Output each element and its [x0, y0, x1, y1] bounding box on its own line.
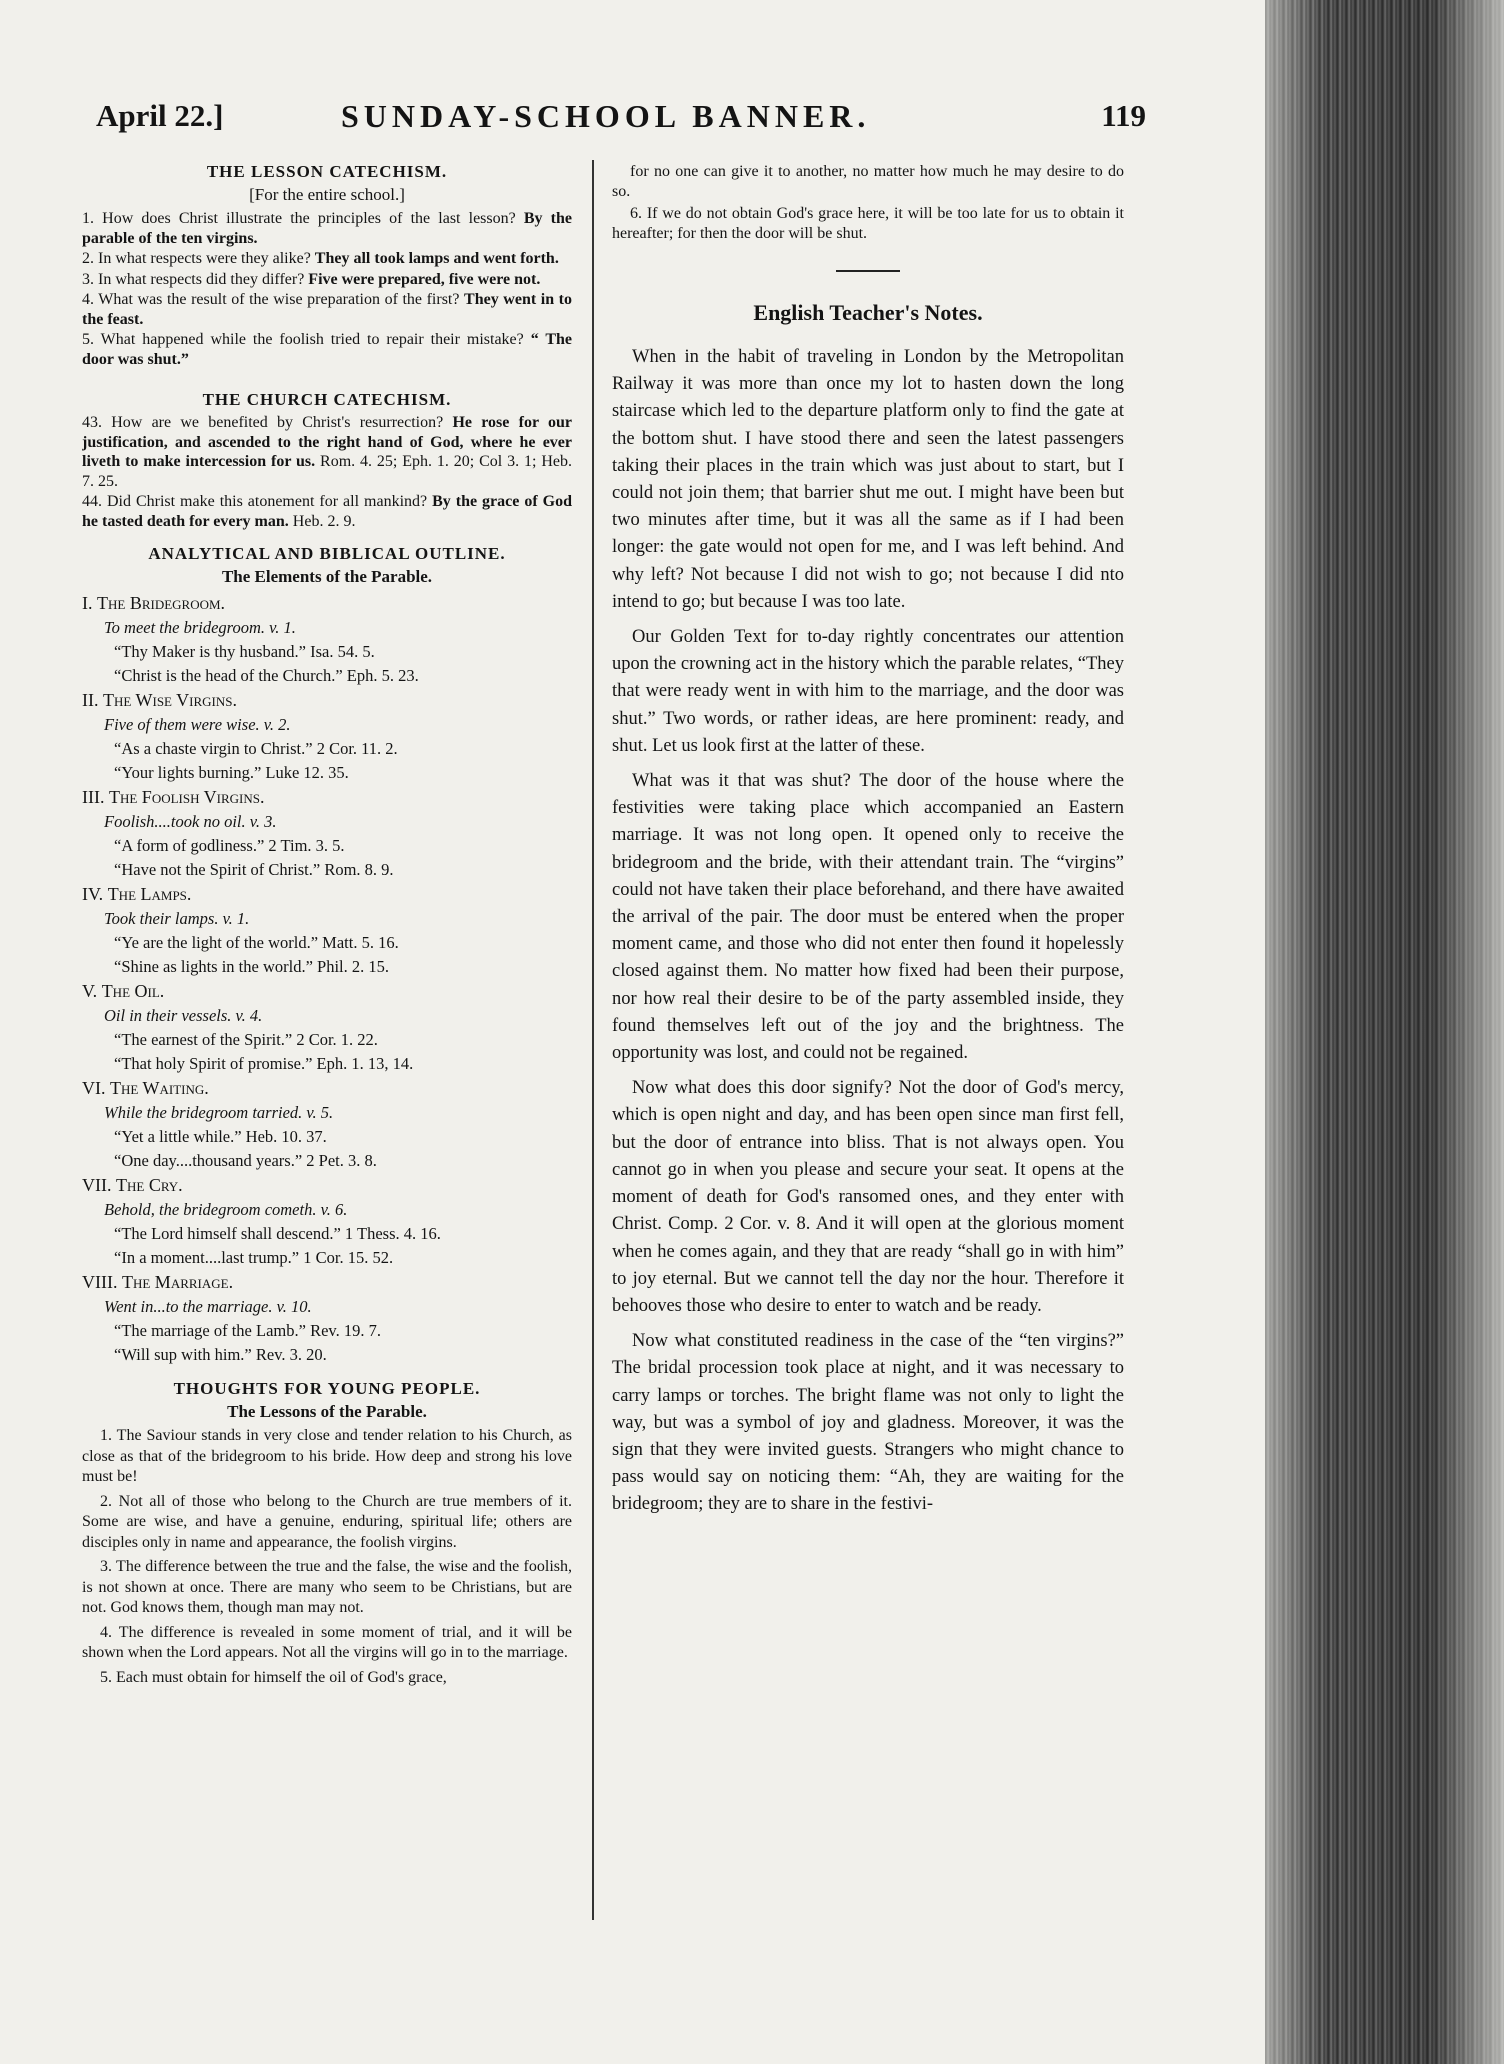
outline-item — [82, 591, 572, 616]
catechism-answer: They all took lamps and went forth. — [314, 250, 559, 267]
notes-paragraph: What was it that was shut? The door of the house where the festivities were taking place which accompanied an Eastern marriage. It was not long open. It opened only to receive the bridegroom and the bride, with their attendant train. The “virgins” could not have taken their place beforehand, and there have awaited the arrival of the pair. The door must be entered when the proper moment came, and those who did not enter then found it hopelessly closed against them. No matter how fixed had been their purpose, nor how real their desire to be of the party assembled inside, they found themselves left out of the joy and the brightness. The opportunity was lost, and could not be regained. — [612, 771, 1124, 1064]
outline-item — [82, 785, 572, 810]
outline-title: The Oil. — [101, 981, 165, 1001]
outline-item — [82, 1076, 572, 1101]
catechism-question: 5. What happened while the foolish tried to repair their mistake? — [82, 331, 531, 348]
catechism-question: 4. What was the result of the wise preparation of the first? — [82, 291, 465, 308]
thought-paragraph: 6. If we do not obtain God's grace here, it will be too late for us to obtain it hereafter; for then the door will be shut. — [612, 205, 1124, 242]
outline-reference: “Your lights burning.” Luke 12. 35. — [114, 763, 349, 782]
outline-verse: Five of them were wise. v. 2. — [104, 715, 291, 734]
outline-item — [82, 979, 572, 1004]
church-catechism-item — [82, 413, 572, 491]
outline-title: The Wise Virgins. — [103, 690, 237, 710]
thoughts-list — [82, 1426, 572, 1688]
church-catechism-item — [82, 492, 572, 531]
outline-list — [82, 591, 572, 1367]
outline-reference: “That holy Spirit of promise.” Eph. 1. 13, 14. — [114, 1054, 414, 1073]
outline-reference: “Will sup with him.” Rev. 3. 20. — [114, 1345, 327, 1364]
notes-paragraph: Our Golden Text for to-day rightly concentrates our attention upon the crowning act in the history which the parable relates, “They that were ready went in with him to the marriage, and the door was shut.” Two words, or rather ideas, are here prominent: ready, and shut. Let us look first at the latter of these. — [612, 627, 1124, 756]
outline-item — [82, 1270, 572, 1295]
scripture-reference: Heb. 2. 9. — [292, 512, 356, 530]
notes-body — [612, 344, 1124, 1519]
outline-reference: “Christ is the head of the Church.” Eph. 5. 23. — [114, 666, 419, 685]
outline-title: The Lamps. — [107, 884, 192, 904]
catechism-item — [82, 249, 572, 269]
continued-thoughts — [612, 162, 1124, 244]
outline-verse: Foolish....took no oil. v. 3. — [104, 812, 277, 831]
outline-heading: ANALYTICAL AND BIBLICAL OUTLINE. — [148, 544, 506, 563]
catechism-item — [82, 270, 572, 290]
column-divider — [592, 160, 594, 1920]
thought-paragraph: 4. The difference is revealed in some moment of trial, and it will be shown when the Lord appears. Not all the virgins will go in to the marriage. — [82, 1623, 572, 1661]
outline-verse: Took their lamps. v. 1. — [104, 909, 250, 928]
outline-verse: Went in...to the marriage. v. 10. — [104, 1297, 312, 1316]
outline-numeral: I. — [82, 593, 97, 613]
outline-reference: “Have not the Spirit of Christ.” Rom. 8. 9. — [114, 860, 394, 879]
church-catechism-heading: THE CHURCH CATECHISM. — [202, 390, 452, 409]
left-column — [82, 162, 572, 1922]
thought-paragraph: 5. Each must obtain for himself the oil of God's grace, — [100, 1668, 447, 1686]
page-number: 119 — [1101, 98, 1146, 133]
outline-numeral: VI. — [82, 1078, 110, 1098]
catechism-item — [82, 209, 572, 248]
catechism-answer: By the grace of God he tasted death for every man. — [82, 493, 572, 530]
outline-item — [82, 688, 572, 713]
thought-paragraph: for no one can give it to another, no matter how much he may desire to do so. — [612, 163, 1124, 200]
outline-reference: “The earnest of the Spirit.” 2 Cor. 1. 22. — [114, 1030, 378, 1049]
header-date: April 22.] — [96, 98, 224, 133]
outline-numeral: V. — [82, 981, 102, 1001]
thought-paragraph: 3. The difference between the true and the false, the wise and the foolish, is not shown at once. There are many who seem to be Christians, but are not. God knows them, though man may not. — [82, 1558, 572, 1616]
outline-title: The Foolish Virgins. — [108, 787, 265, 807]
catechism-answer: By the parable of the ten virgins. — [82, 210, 572, 247]
catechism-answer: They went in to the feast. — [82, 291, 572, 328]
catechism-answer: He rose for our justification, and ascended to the right hand of God, where he ever liveth to make intercession for us. — [82, 414, 572, 470]
outline-numeral: VIII. — [82, 1272, 122, 1292]
outline-reference: “Shine as lights in the world.” Phil. 2. 15. — [114, 957, 389, 976]
right-column — [612, 162, 1124, 1922]
running-header — [96, 98, 1146, 148]
outline-reference: “Yet a little while.” Heb. 10. 37. — [114, 1127, 327, 1146]
thought-paragraph: 1. The Saviour stands in very close and tender relation to his Church, as close as that of the bridegroom to his bride. How deep and strong his love must be! — [82, 1427, 572, 1485]
outline-numeral: IV. — [82, 884, 108, 904]
outline-reference: “One day....thousand years.” 2 Pet. 3. 8. — [114, 1151, 377, 1170]
outline-subheading: The Elements of the Parable. — [221, 567, 433, 586]
church-catechism-list — [82, 413, 572, 531]
catechism-question: 43. How are we benefited by Christ's resurrection? — [82, 414, 453, 431]
lesson-catechism-list — [82, 209, 572, 369]
outline-reference: “Thy Maker is thy husband.” Isa. 54. 5. — [114, 642, 375, 661]
outline-verse: Oil in their vessels. v. 4. — [104, 1006, 263, 1025]
header-title: SUNDAY-SCHOOL BANNER. — [341, 98, 871, 134]
outline-verse: Behold, the bridegroom cometh. v. 6. — [104, 1200, 348, 1219]
outline-item — [82, 1173, 572, 1198]
outline-title: The Cry. — [116, 1175, 183, 1195]
outline-title: The Bridegroom. — [97, 593, 226, 613]
outline-reference: “Ye are the light of the world.” Matt. 5. 16. — [114, 933, 399, 952]
outline-title: The Waiting. — [110, 1078, 209, 1098]
outline-reference: “The marriage of the Lamb.” Rev. 19. 7. — [114, 1321, 381, 1340]
outline-reference: “A form of godliness.” 2 Tim. 3. 5. — [114, 836, 345, 855]
notes-paragraph: When in the habit of traveling in London by the Metropolitan Railway it was more than once my lot to hasten down the long staircase which led to the departure platform only to find the gate at the bottom shut. I have stood there and seen the latest passengers taking their places in the train which was just about to start, but I could not join them; that barrier shut me out. I might have been but two minutes after time, but it was all the same as if I had been longer: the gate would not open for me, and I was left behind. And why left? Not because I did not wish to go; not because I did nto intend to go; but because I was too late. — [612, 347, 1124, 612]
catechism-question: 44. Did Christ make this atonement for all mankind? — [82, 493, 433, 510]
lesson-catechism-subheading: [For the entire school.] — [249, 185, 405, 204]
outline-reference: “In a moment....last trump.” 1 Cor. 15. 52. — [114, 1248, 394, 1267]
outline-title: The Marriage. — [121, 1272, 234, 1292]
outline-reference: “The Lord himself shall descend.” 1 Thess. 4. 16. — [114, 1224, 441, 1243]
thought-paragraph: 2. Not all of those who belong to the Church are true members of it. Some are wise, and have a genuine, enduring, spiritual life; others are disciples only in name and appearance, the foolish virgins. — [82, 1492, 572, 1551]
catechism-question: 3. In what respects did they differ? — [82, 270, 309, 288]
thoughts-subheading: The Lessons of the Parable. — [227, 1402, 427, 1421]
scripture-reference: Rom. 4. 25; Eph. 1. 20; Col 3. 1; Heb. 7. 25. — [82, 453, 572, 490]
catechism-answer: Five were prepared, five were not. — [308, 270, 541, 288]
notes-paragraph: Now what does this door signify? Not the door of God's mercy, which is open night and day, and has been open since man first fell, but the door of entrance into bliss. That is not always open. You cannot go in when you please and secure your seat. It opens at the moment of death for God's ransomed ones, and they enter with Christ. Comp. 2 Cor. v. 8. And it will open at the glorious moment when he comes again, and they that are ready “shall go in with him” to joy eternal. But we cannot tell the day nor the hour. Therefore it behooves those who desire to enter to watch and be ready. — [612, 1078, 1124, 1316]
outline-numeral: II. — [82, 690, 103, 710]
notes-heading: English Teacher's Notes. — [753, 300, 983, 325]
catechism-item — [82, 290, 572, 329]
thoughts-heading: THOUGHTS FOR YOUNG PEOPLE. — [173, 1379, 481, 1398]
outline-numeral: III. — [82, 787, 109, 807]
catechism-answer: “ The door was shut.” — [82, 331, 572, 368]
notes-paragraph: Now what constituted readiness in the case of the “ten virgins?” The bridal procession took place at night, and it was necessary to carry lamps or torches. The bright flame was not only to light the way, but was a symbol of joy and gladness. Moreover, it was the sign that they were invited guests. Strangers who might chance to pass would say on noticing them: “Ah, they are waiting for the bridegroom; they are to share in the festivi- — [612, 1331, 1124, 1515]
catechism-question: 1. How does Christ illustrate the principles of the last lesson? — [82, 210, 524, 227]
catechism-item — [82, 330, 572, 369]
outline-verse: While the bridegroom tarried. v. 5. — [104, 1103, 334, 1122]
lesson-catechism-heading: THE LESSON CATECHISM. — [206, 162, 448, 181]
catechism-question: 2. In what respects were they alike? — [82, 250, 315, 267]
outline-reference: “As a chaste virgin to Christ.” 2 Cor. 11. 2. — [114, 739, 398, 758]
outline-numeral: VII. — [82, 1175, 116, 1195]
outline-item — [82, 882, 572, 907]
section-divider — [836, 270, 900, 272]
outline-verse: To meet the bridegroom. v. 1. — [104, 618, 296, 637]
